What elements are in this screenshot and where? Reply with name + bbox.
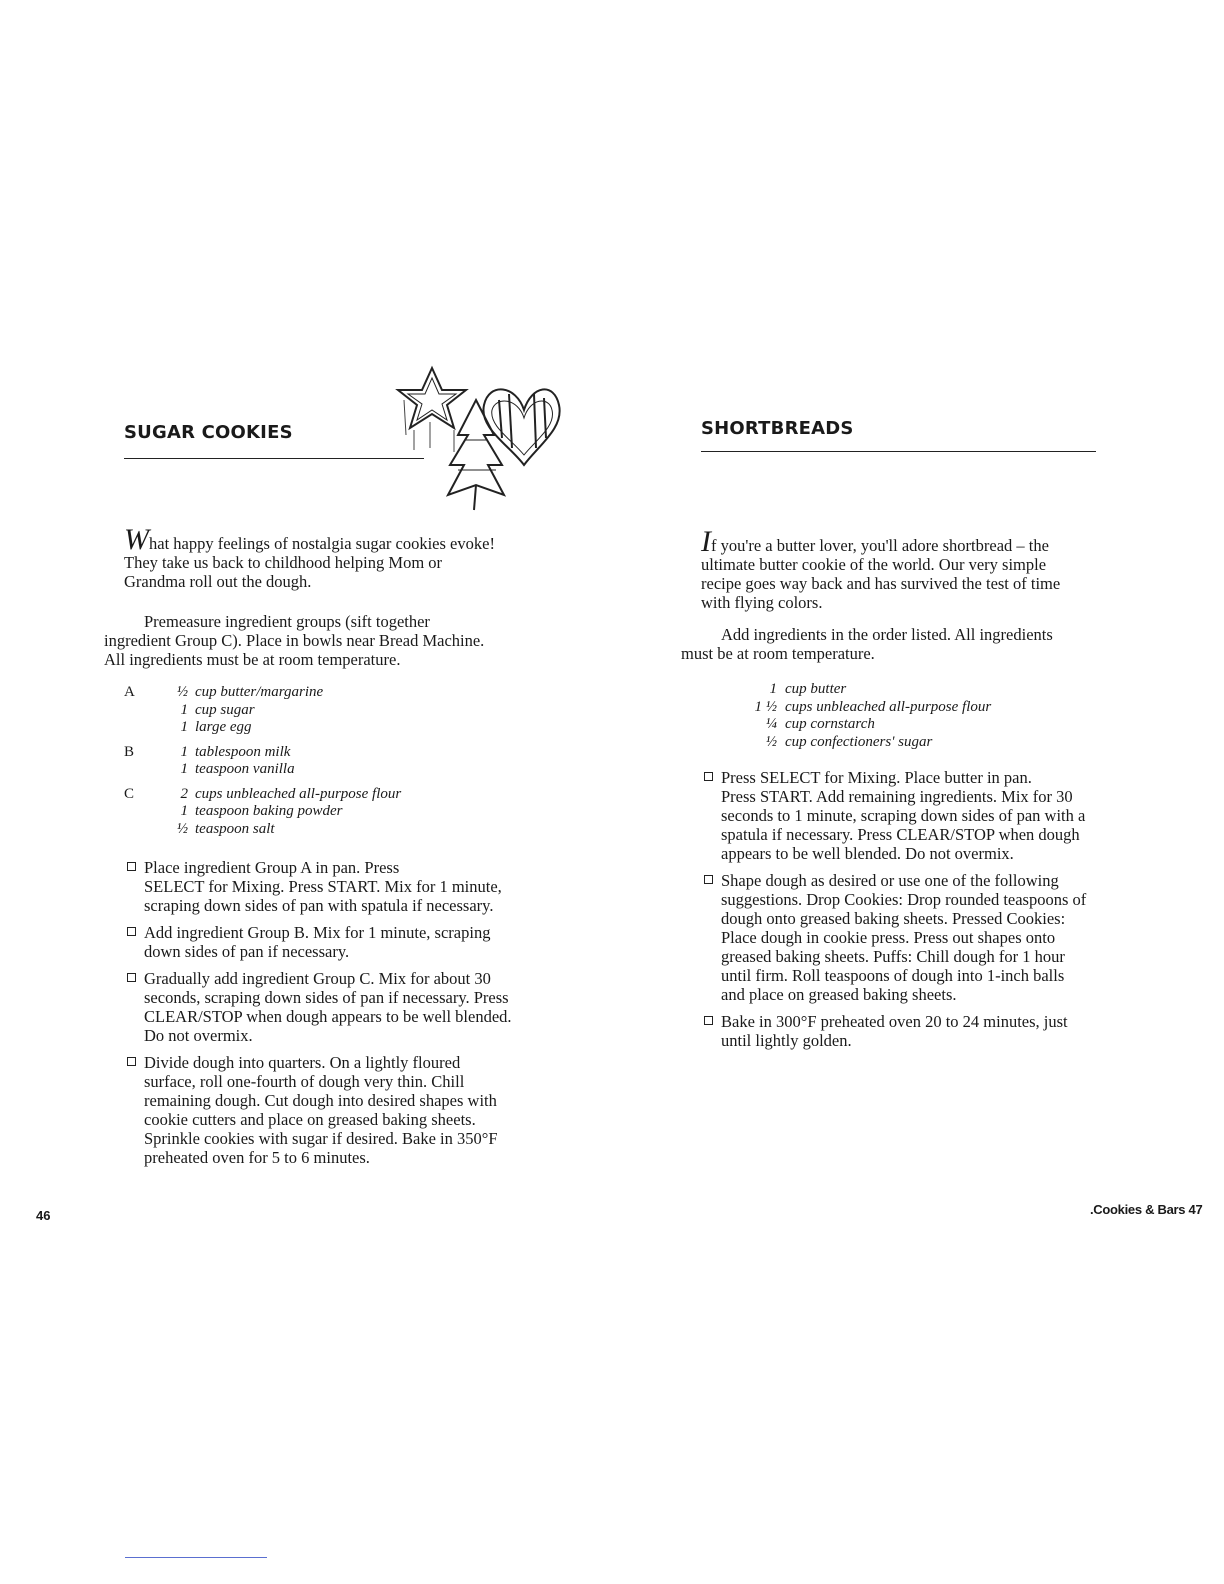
intro-paragraph	[124, 523, 534, 591]
ingredient-group-a	[124, 684, 544, 737]
prep-line: All ingredients must be at room temperature.	[104, 650, 401, 669]
title-rule	[124, 458, 424, 459]
step-line: surface, roll one-fourth of dough very thin. Chill	[144, 1072, 465, 1091]
step-item	[701, 768, 1131, 863]
ingredient-amount: 1 ½	[754, 698, 777, 715]
step-item	[124, 969, 544, 1045]
drop-cap: W	[124, 523, 149, 556]
step-line: greased baking sheets. Puffs: Chill dough for 1 hour	[721, 947, 1065, 966]
ingredient-item	[124, 702, 544, 720]
step-item	[124, 1053, 544, 1167]
step-line: until firm. Roll teaspoons of dough into 1-inch balls	[721, 966, 1065, 985]
group-letter: A	[124, 684, 135, 700]
page-number: 46	[36, 1208, 51, 1223]
bottom-underline	[125, 1557, 267, 1558]
ingredient-amount: ½	[176, 820, 188, 837]
step-line: Do not overmix.	[144, 1026, 253, 1045]
step-line: Place ingredient Group A in pan. Press	[144, 858, 400, 877]
prep-paragraph	[104, 612, 544, 669]
ingredient-item	[124, 786, 544, 804]
intro-line: with flying colors.	[701, 593, 823, 612]
intro-line: They take us back to childhood helping Mom or	[124, 553, 443, 572]
ingredient-item	[124, 821, 544, 839]
step-item	[124, 923, 544, 961]
step-line: down sides of pan if necessary.	[144, 942, 350, 961]
ingredient-list	[124, 684, 544, 845]
intro-paragraph	[701, 525, 1111, 612]
ingredient-item	[701, 699, 1121, 717]
intro-line: recipe goes way back and has survived the test of time	[701, 574, 1061, 593]
ingredient-amount: 1	[180, 719, 188, 735]
recipe-title-sugar-cookies: SUGAR COOKIES	[124, 422, 293, 443]
step-line: scraping down sides of pan with spatula if necessary.	[144, 896, 494, 915]
ingredient-text: teaspoon vanilla	[195, 761, 295, 777]
ingredient-amount: ½	[176, 684, 188, 700]
ingredient-item	[701, 734, 1121, 752]
step-line: cookie cutters and place on greased baking sheets.	[144, 1110, 476, 1129]
ingredient-text: cups unbleached all-purpose flour	[195, 785, 402, 802]
ingredient-item	[124, 744, 544, 762]
checkbox-icon	[704, 875, 713, 884]
ingredient-list	[701, 681, 1121, 751]
step-line: suggestions. Drop Cookies: Drop rounded teaspoons of	[721, 890, 1087, 909]
ingredient-item	[124, 684, 544, 702]
step-item	[701, 1012, 1131, 1050]
step-line: Place dough in cookie press. Press out shapes onto	[721, 928, 1056, 947]
step-item	[701, 871, 1131, 1004]
step-line: spatula if necessary. Press CLEAR/STOP when dough	[721, 825, 1080, 844]
ingredient-text: teaspoon baking powder	[195, 803, 343, 819]
ingredient-amount: 1	[769, 681, 777, 697]
ingredient-text: cups unbleached all-purpose flour	[785, 698, 992, 715]
step-line: until lightly golden.	[721, 1031, 852, 1050]
prep-line: Add ingredients in the order listed. All ingredients	[721, 625, 1053, 644]
ingredient-text: cup butter/margarine	[195, 684, 324, 700]
step-line: Gradually add ingredient Group C. Mix for about 30	[144, 969, 491, 988]
prep-line: must be at room temperature.	[681, 644, 875, 663]
step-line: remaining dough. Cut dough into desired shapes with	[144, 1091, 497, 1110]
checkbox-icon	[127, 1057, 136, 1066]
title-rule	[701, 451, 1096, 452]
step-line: dough onto greased baking sheets. Pressed Cookies:	[721, 909, 1066, 928]
ingredient-amount: 1	[180, 743, 188, 760]
step-line: and place on greased baking sheets.	[721, 985, 957, 1004]
step-line: Bake in 300°F preheated oven 20 to 24 minutes, just	[721, 1012, 1068, 1031]
right-page	[612, 0, 1224, 1584]
ingredient-text: tablespoon milk	[195, 743, 291, 760]
ingredient-text: cup confectioners' sugar	[785, 733, 933, 750]
ingredient-amount: ½	[765, 733, 777, 750]
checkbox-icon	[704, 1016, 713, 1025]
ingredient-item	[701, 681, 1121, 699]
step-line: Press START. Add remaining ingredients. Mix for 30	[721, 787, 1073, 806]
step-list	[701, 768, 1131, 1058]
ingredient-text: cup butter	[785, 681, 847, 697]
intro-line: hat happy feelings of nostalgia sugar cookies evoke!	[149, 534, 495, 553]
ingredient-text: cup cornstarch	[785, 716, 875, 732]
ingredient-group-b	[124, 744, 544, 779]
step-line: preheated oven for 5 to 6 minutes.	[144, 1148, 370, 1167]
checkbox-icon	[127, 927, 136, 936]
step-line: appears to be well blended. Do not overmix.	[721, 844, 1014, 863]
ingredient-text: teaspoon salt	[195, 820, 275, 837]
checkbox-icon	[127, 973, 136, 982]
recipe-title-shortbreads: SHORTBREADS	[701, 418, 854, 439]
ingredient-amount: 2	[180, 785, 188, 802]
ingredient-item	[124, 719, 544, 737]
ingredient-amount: 1	[180, 761, 188, 777]
step-line: SELECT for Mixing. Press START. Mix for 1 minute,	[144, 877, 502, 896]
intro-line: Grandma roll out the dough.	[124, 572, 312, 591]
ingredient-item	[124, 761, 544, 779]
group-letter: C	[124, 785, 135, 802]
ingredient-group-c	[124, 786, 544, 839]
ingredient-amount: 1	[180, 701, 188, 718]
cookie-cutters-illustration	[384, 360, 574, 520]
step-line: CLEAR/STOP when dough appears to be well blended.	[144, 1007, 512, 1026]
checkbox-icon	[704, 772, 713, 781]
step-line: Press SELECT for Mixing. Place butter in pan.	[721, 768, 1032, 787]
step-list	[124, 858, 544, 1175]
intro-line: f you're a butter lover, you'll adore shortbread – the	[711, 536, 1049, 555]
ingredient-item	[701, 716, 1121, 734]
step-item	[124, 858, 544, 915]
step-line: Add ingredient Group B. Mix for 1 minute, scraping	[144, 923, 491, 942]
prep-line: Premeasure ingredient groups (sift together	[144, 612, 430, 631]
step-line: seconds, scraping down sides of pan if necessary. Press	[144, 988, 509, 1007]
step-line: Sprinkle cookies with sugar if desired. Bake in 350°F	[144, 1129, 498, 1148]
ingredient-item	[124, 803, 544, 821]
prep-paragraph	[681, 625, 1121, 663]
step-line: Shape dough as desired or use one of the following	[721, 871, 1059, 890]
intro-line: ultimate butter cookie of the world. Our very simple	[701, 555, 1047, 574]
page-footer: .Cookies & Bars 47	[1090, 1202, 1203, 1217]
ingredient-amount: ¼	[765, 716, 777, 732]
prep-line: ingredient Group C). Place in bowls near Bread Machine.	[104, 631, 485, 650]
ingredient-amount: 1	[180, 803, 188, 819]
drop-cap: I	[701, 525, 711, 558]
ingredient-text: cup sugar	[195, 701, 255, 718]
group-letter: B	[124, 743, 135, 760]
step-line: Divide dough into quarters. On a lightly floured	[144, 1053, 461, 1072]
step-line: seconds to 1 minute, scraping down sides of pan with a	[721, 806, 1086, 825]
checkbox-icon	[127, 862, 136, 871]
ingredient-text: large egg	[195, 719, 252, 735]
